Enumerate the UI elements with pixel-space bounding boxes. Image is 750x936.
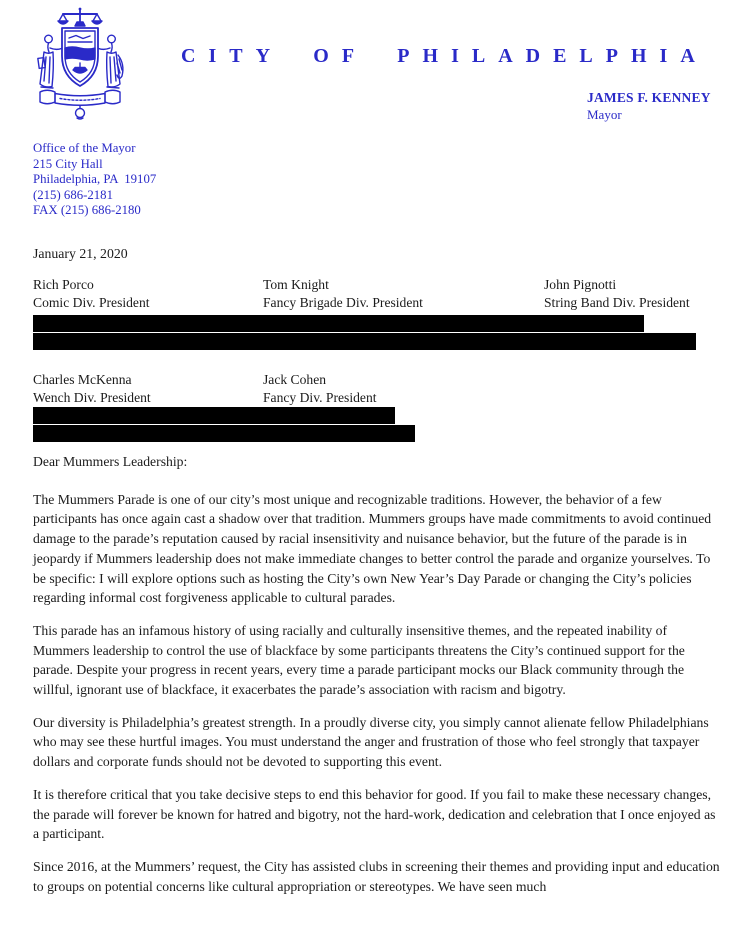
recipient-name: Tom Knight (263, 277, 329, 292)
official-title: Mayor (587, 107, 622, 122)
recipient (544, 276, 734, 311)
official-name: JAMES F. KENNEY (587, 90, 711, 105)
office-address-block (33, 141, 156, 219)
recipient-title: String Band Div. President (544, 294, 690, 310)
recipient-name: Charles McKenna (33, 372, 132, 387)
paragraph-2: This parade has an infamous history of using racially and culturally insensitive themes, and the repeated inability of Mummers leadership to control the use of blackface by some participants threatens the City’s continued support for the parade. Despite your progress in recent years, every time a parade participant mocks our Black community through the willful, ignorant use of blackface, it exacerbates the parade’s association with racism and bigotry. (33, 622, 685, 698)
paragraph-4: It is therefore critical that you take decisive steps to end this behavior for good. If you fail to make these necessary changes, the parade will forever be known for hatred and bigotry, not the hard-work, dedication and celebration that I once enjoyed as a participant. (33, 786, 716, 842)
paragraph-5: Since 2016, at the Mummers’ request, the City has assisted clubs in screening their themes and providing input and education to groups on potential concerns like cultural appropriation or stereotypes. We have seen much (33, 858, 720, 894)
redaction-bar (33, 315, 644, 332)
recipient-name: John Pignotti (544, 277, 617, 292)
address-line: Philadelphia, PA 19107 (33, 172, 157, 187)
recipient (33, 371, 263, 406)
address-line: (215) 686-2181 (33, 187, 113, 202)
recipients-row-1 (33, 276, 734, 311)
recipients-row-2 (33, 371, 544, 406)
letter-body (33, 452, 721, 909)
redaction-bar (33, 407, 395, 424)
recipient-name: Jack Cohen (263, 372, 327, 387)
recipient-title: Fancy Brigade Div. President (263, 294, 423, 310)
address-line: Office of the Mayor (33, 141, 136, 155)
salutation: Dear Mummers Leadership: (33, 454, 188, 469)
recipient (33, 276, 263, 311)
recipient (263, 371, 544, 406)
redaction-bars-group-1 (33, 315, 696, 350)
recipient-name: Rich Porco (33, 277, 94, 292)
org-title: CITY OF PHILADELPHIA (181, 45, 708, 67)
recipient-title: Fancy Div. President (263, 389, 377, 405)
paragraph-3: Our diversity is Philadelphia’s greatest strength. In a proudly diverse city, you simply cannot alienate fellow Philadelphians who may see these hurtful images. You must understand the anger and frustration of those who feel strongly that taxpayer dollars and corporate funds should not be devoted to supporting this event. (33, 714, 709, 770)
philadelphia-city-seal-icon (34, 6, 126, 130)
redaction-bar (33, 333, 696, 350)
official-block (587, 90, 711, 123)
recipient-title: Wench Div. President (33, 389, 151, 405)
redaction-bar (33, 425, 415, 442)
paragraph-1: The Mummers Parade is one of our city’s most unique and recognizable traditions. However, the behavior of a few participants has once again cast a shadow over that tradition. Mummers groups have made commitments to avoid continued damage to the parade’s reputation caused by racial insensitivity and nuisance behavior, but the future of the parade is in jeopardy if Mummers leadership does not make immediate changes to better control the parade and organize yourselves. To be specific: I will explore options such as hosting the City’s own New Year’s Day Parade or changing the City’s policies regarding informal cost forgiveness applicable to cultural parades. (33, 491, 712, 606)
recipient-title: Comic Div. President (33, 294, 150, 310)
letter-date: January 21, 2020 (33, 246, 128, 261)
address-line: FAX (215) 686-2180 (33, 203, 141, 218)
recipient (263, 276, 544, 311)
redaction-bars-group-2 (33, 407, 415, 442)
address-line: 215 City Hall (33, 156, 103, 171)
